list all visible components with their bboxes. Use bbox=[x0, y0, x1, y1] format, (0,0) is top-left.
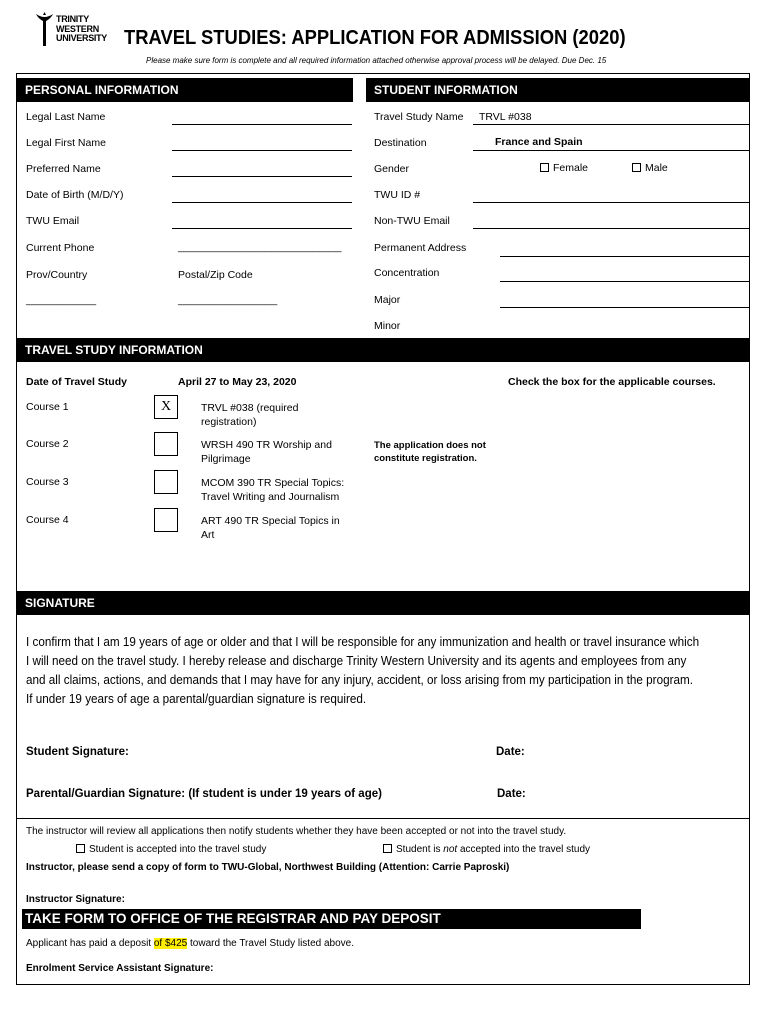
course-1-label: Course 1 bbox=[26, 401, 69, 413]
non-twu-email-label: Non-TWU Email bbox=[374, 215, 450, 227]
destination-value: France and Spain bbox=[495, 136, 583, 148]
course-1-line-1: TRVL #038 (required bbox=[201, 402, 299, 414]
logo-line-1: TRINITY bbox=[56, 14, 89, 24]
permanent-address-field[interactable] bbox=[500, 256, 750, 257]
current-phone-field[interactable]: ____________________________ bbox=[178, 241, 342, 253]
not-accepted-checkbox[interactable] bbox=[383, 844, 392, 853]
course-3-checkbox[interactable] bbox=[154, 470, 178, 494]
travel-study-name-field[interactable] bbox=[473, 124, 750, 125]
check-courses-note: Check the box for the applicable courses. bbox=[508, 376, 716, 388]
major-field[interactable] bbox=[500, 307, 750, 308]
travel-study-name-label: Travel Study Name bbox=[374, 111, 464, 123]
course-2-checkbox[interactable] bbox=[154, 432, 178, 456]
instructor-review-note: The instructor will review all applications then notify students whether they have been accepted or not into the travel study. bbox=[26, 826, 567, 837]
course-1-line-2: registration) bbox=[201, 416, 257, 428]
course-4-description bbox=[201, 514, 340, 542]
major-label: Major bbox=[374, 294, 401, 306]
course-4-line-2: Art bbox=[201, 529, 215, 541]
legal-first-name-field[interactable] bbox=[172, 150, 352, 151]
student-date-label: Date: bbox=[496, 746, 525, 758]
current-phone-label: Current Phone bbox=[26, 242, 95, 254]
male-label: Male bbox=[645, 162, 668, 174]
travel-date-value: April 27 to May 23, 2020 bbox=[178, 376, 297, 388]
prov-country-field[interactable]: ____________ bbox=[26, 294, 97, 306]
permanent-address-label: Permanent Address bbox=[374, 242, 467, 254]
dob-label: Date of Birth (M/D/Y) bbox=[26, 189, 124, 201]
travel-date-label: Date of Travel Study bbox=[26, 376, 127, 388]
page-subtitle: Please make sure form is complete and all required information attached otherwise approval process will be delayed. Due Dec. 15 bbox=[146, 56, 607, 65]
destination-label: Destination bbox=[374, 137, 427, 149]
deposit-suffix: toward the Travel Study listed above. bbox=[187, 938, 355, 949]
minor-label: Minor bbox=[374, 320, 401, 332]
preferred-name-label: Preferred Name bbox=[26, 163, 101, 175]
concentration-field[interactable] bbox=[500, 281, 750, 282]
registration-notice-line-2: constitute registration. bbox=[374, 453, 477, 464]
send-copy-note: Instructor, please send a copy of form to TWU-Global, Northwest Building (Attention: Carrie Paproski) bbox=[26, 862, 510, 873]
prov-country-label: Prov/Country bbox=[26, 269, 88, 281]
female-label: Female bbox=[553, 162, 589, 174]
dob-field[interactable] bbox=[172, 202, 352, 203]
not-accepted-option[interactable] bbox=[383, 844, 590, 855]
course-3-line-2: Travel Writing and Journalism bbox=[201, 491, 340, 503]
consent-line-4: If under 19 years of age a parental/guardian signature is required. bbox=[26, 691, 367, 706]
not-accepted-emphasis: not bbox=[443, 844, 458, 855]
accepted-option[interactable] bbox=[76, 844, 266, 855]
page-title: TRAVEL STUDIES: APPLICATION FOR ADMISSION (2020) bbox=[124, 27, 626, 49]
accepted-checkbox[interactable] bbox=[76, 844, 85, 853]
travel-study-heading: TRAVEL STUDY INFORMATION bbox=[17, 338, 750, 362]
course-2-line-2: Pilgrimage bbox=[201, 453, 251, 465]
gender-male-option[interactable] bbox=[632, 162, 668, 174]
course-2-line-1: WRSH 490 TR Worship and bbox=[201, 439, 332, 451]
parent-signature-label: Parental/Guardian Signature: (If student is under 19 years of age) bbox=[26, 788, 382, 800]
registration-notice-line-1: The application does not bbox=[374, 440, 486, 451]
signature-heading: SIGNATURE bbox=[17, 591, 750, 615]
male-checkbox[interactable] bbox=[632, 163, 641, 172]
course-4-checkbox[interactable] bbox=[154, 508, 178, 532]
destination-field[interactable] bbox=[473, 150, 750, 151]
student-info-heading: STUDENT INFORMATION bbox=[366, 78, 750, 102]
legal-last-name-label: Legal Last Name bbox=[26, 111, 106, 123]
postal-code-field[interactable]: _________________ bbox=[178, 294, 278, 306]
university-logo bbox=[34, 12, 114, 52]
course-3-line-1: MCOM 390 TR Special Topics: bbox=[201, 477, 345, 489]
consent-line-3: and all claims, actions, and demands that I may have for any injury, accident, or loss arising from my participation in the program. bbox=[26, 672, 693, 687]
logo-line-2: WESTERN bbox=[56, 23, 99, 34]
student-signature-label: Student Signature: bbox=[26, 746, 129, 758]
accepted-label: Student is accepted into the travel study bbox=[89, 844, 267, 855]
deposit-note bbox=[26, 938, 354, 949]
course-1-checkbox[interactable]: X bbox=[154, 395, 178, 419]
personal-info-heading: PERSONAL INFORMATION bbox=[17, 78, 353, 102]
course-3-label: Course 3 bbox=[26, 476, 69, 488]
twu-email-label: TWU Email bbox=[26, 215, 80, 227]
logo-line-3: UNIVERSITY bbox=[56, 33, 108, 43]
esa-signature-label: Enrolment Service Assistant Signature: bbox=[26, 963, 214, 974]
twu-id-label: TWU ID # bbox=[374, 189, 421, 201]
registrar-heading: TAKE FORM TO OFFICE OF THE REGISTRAR AND PAY DEPOSIT bbox=[22, 909, 641, 929]
legal-first-name-label: Legal First Name bbox=[26, 137, 106, 149]
consent-paragraph bbox=[26, 632, 744, 708]
travel-right-border bbox=[749, 362, 750, 590]
deposit-prefix: Applicant has paid a deposit bbox=[26, 938, 154, 949]
course-1-description bbox=[201, 401, 298, 429]
not-accepted-prefix: Student is bbox=[396, 844, 444, 855]
registration-notice bbox=[374, 439, 486, 465]
course-4-line-1: ART 490 TR Special Topics in bbox=[201, 515, 340, 527]
course-2-label: Course 2 bbox=[26, 438, 69, 450]
travel-study-name-value: TRVL #038 bbox=[479, 111, 532, 123]
instructor-signature-label: Instructor Signature: bbox=[26, 894, 125, 905]
twu-crest-icon bbox=[34, 12, 54, 48]
twu-email-field[interactable] bbox=[172, 228, 352, 229]
course-3-description bbox=[201, 476, 344, 504]
twu-id-field[interactable] bbox=[473, 202, 750, 203]
course-4-label: Course 4 bbox=[26, 514, 69, 526]
not-accepted-suffix: accepted into the travel study bbox=[457, 844, 591, 855]
gender-female-option[interactable] bbox=[540, 162, 588, 174]
deposit-amount-highlight: of $425 bbox=[153, 938, 188, 949]
signature-divider bbox=[16, 818, 750, 819]
parent-date-label: Date: bbox=[497, 788, 526, 800]
course-2-description bbox=[201, 438, 332, 466]
legal-last-name-field[interactable] bbox=[172, 124, 352, 125]
non-twu-email-field[interactable] bbox=[473, 228, 750, 229]
concentration-label: Concentration bbox=[374, 267, 440, 279]
female-checkbox[interactable] bbox=[540, 163, 549, 172]
gender-label: Gender bbox=[374, 163, 410, 175]
consent-line-2: I will need on the travel study. I hereby release and discharge Trinity Western University and its agents and employees from any bbox=[26, 653, 687, 668]
postal-code-label: Postal/Zip Code bbox=[178, 269, 253, 281]
consent-line-1: I confirm that I am 19 years of age or older and that I will be responsible for any immunization and health or travel insurance which bbox=[26, 634, 700, 649]
preferred-name-field[interactable] bbox=[172, 176, 352, 177]
